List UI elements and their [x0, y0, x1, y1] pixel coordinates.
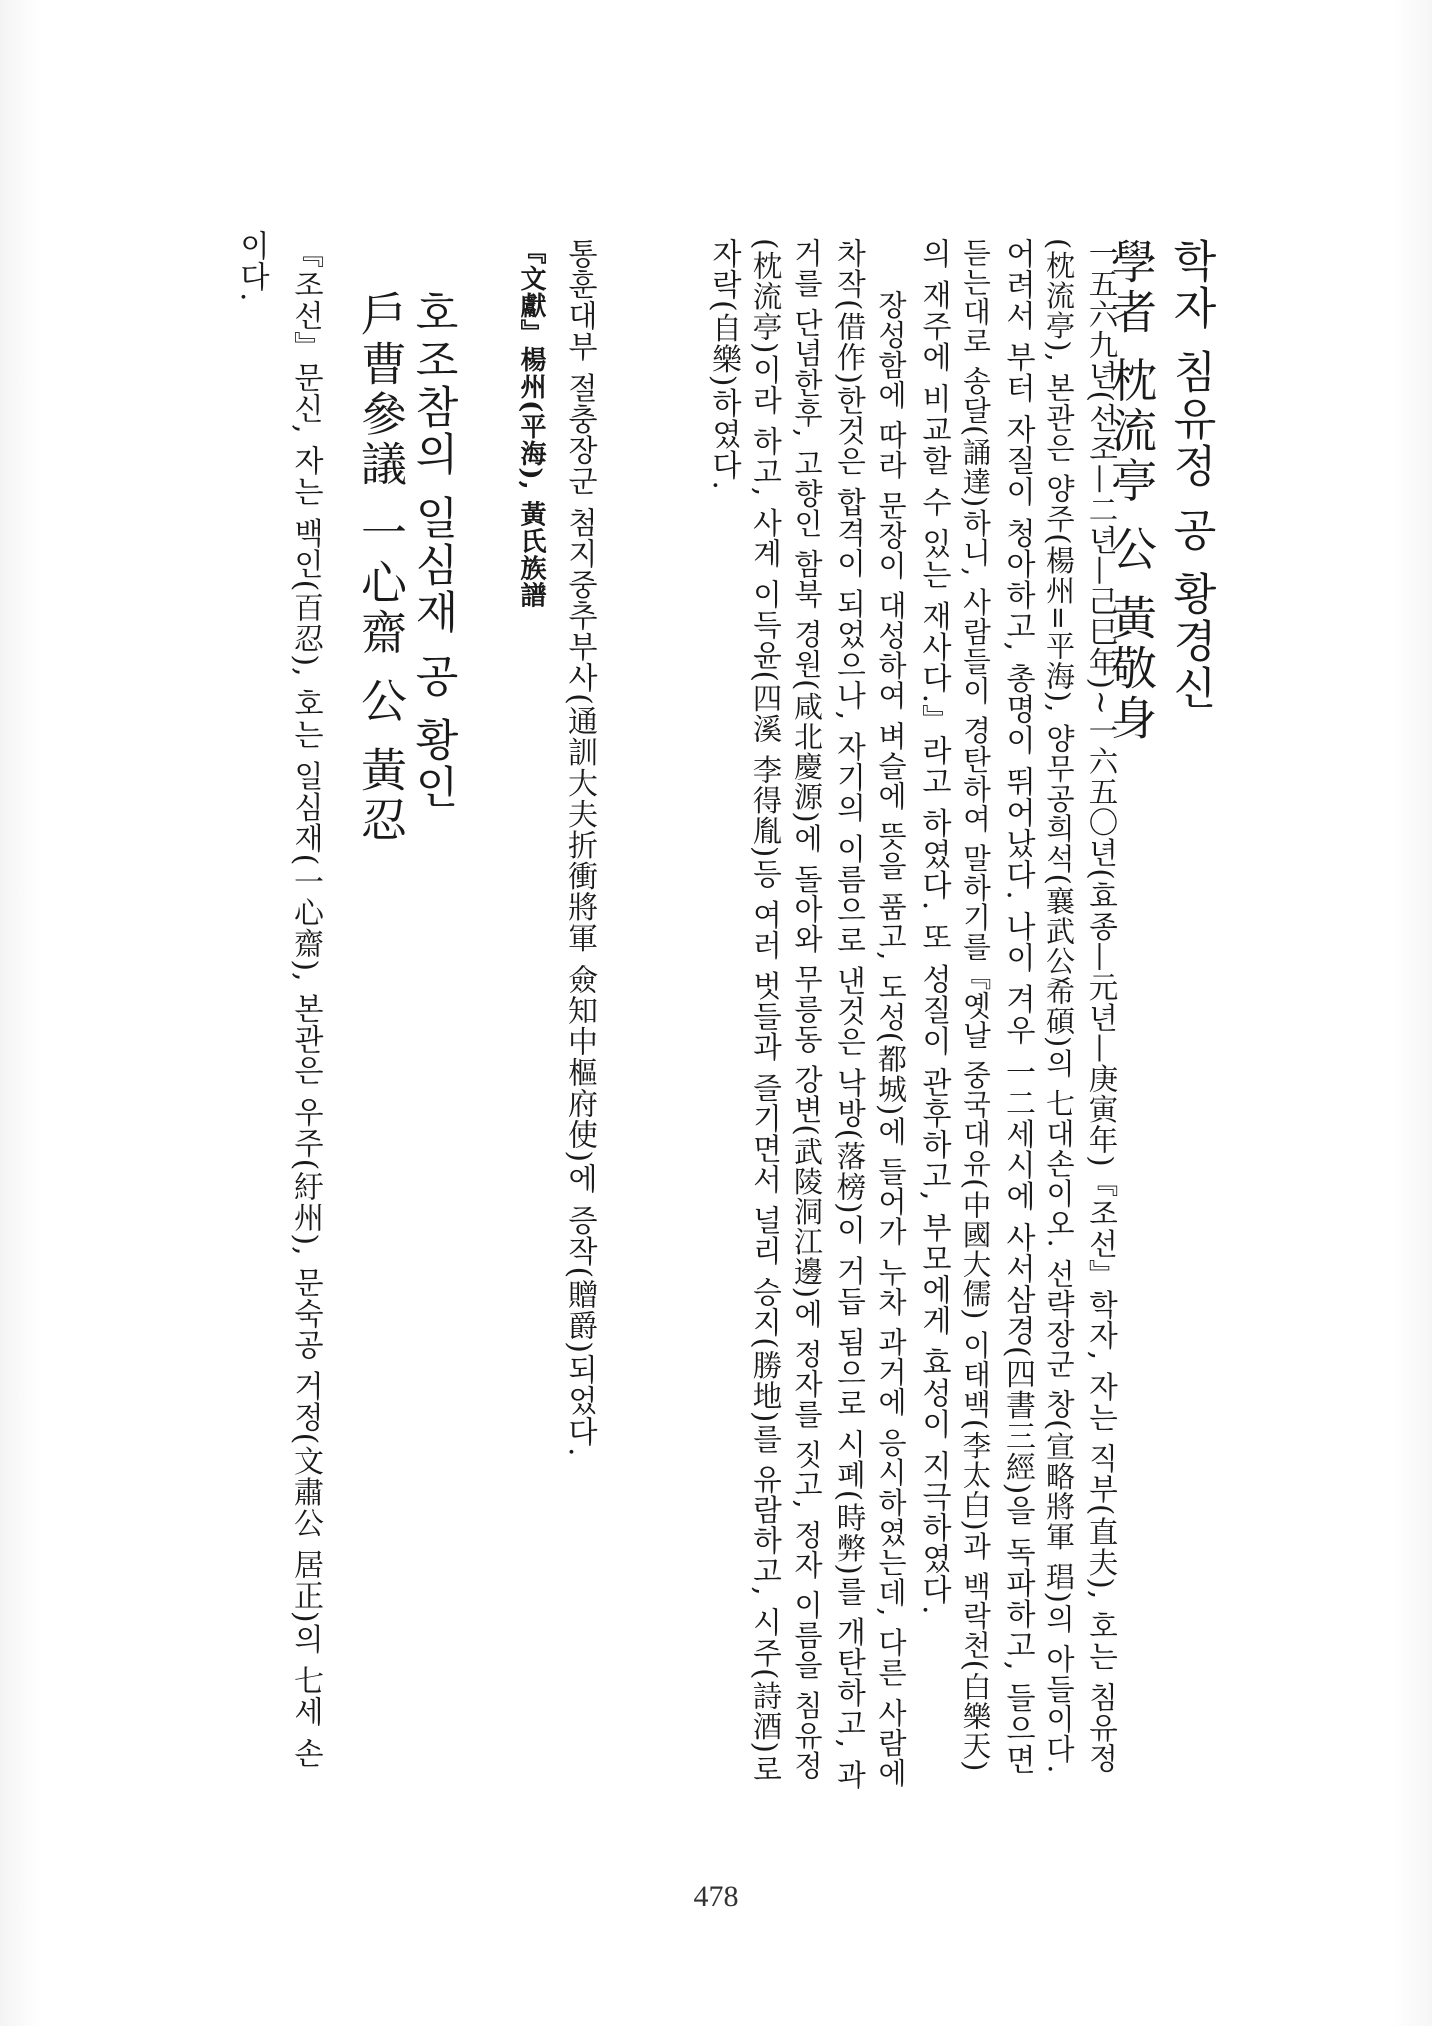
- entry1-line: (枕流亭)이라 하고, 사계 이득윤(四溪 李得胤)등 여러 벗들과 즐기면서 널리 승지(勝地)를 유람하고, 시주(詩酒)로: [748, 238, 783, 1785]
- entry1-sources: 『文獻』楊州(平海), 黃氏族譜: [516, 238, 546, 609]
- entry1-title-hanja: 學者 枕流亭 公 黃敬身: [1104, 238, 1158, 744]
- entry1-line: 차작(借作)한것은 합격이 되었으나, 자기의 이름으로 낸것은 낙방(落榜)이 거듭 됨으로 시폐(時弊)를 개탄하고, 과: [832, 238, 867, 1790]
- entry1-line: 자락(自樂)하였다.: [706, 238, 741, 491]
- entry1-title-hangul: 학자 침유정 공 황경신: [1165, 238, 1216, 712]
- entry1-line: 거를 단념한후, 고향인 함북 경원(咸北慶源)에 돌아와 무릉동 강변(武陵洞江邊)에 정자를 짓고, 정자 이름을 침유정: [790, 238, 824, 1781]
- entry2-title-hanja: 戶曹參議 一心齋 公 黃忍: [354, 290, 408, 846]
- entry1-line: 어려서 부터 자질이 청아하고, 총명이 뛰어났다. 나이 겨우 一二세시에 사서삼경(四書三經)을 독파하고, 들으면: [1000, 238, 1035, 1775]
- entry2-title-hangul: 호조참의 일심재 공 황인: [407, 290, 458, 811]
- entry1-line: 장성함에 따라 문장이 대성하여 벼슬에 뜻을 품고, 도성(都城)에 들어가 누차 과거에 응시하였는데, 다른 사람에: [874, 290, 908, 1788]
- entry1-line: 의 재주에 비교할 수 있는 재사다.』라고 하였다. 또 성질이 관후하고, 부모에게 효성이 지극하였다.: [916, 238, 951, 1616]
- entry1-line: 통훈대부 절충장군 첨지중추부사(通訓大夫折衝將軍 僉知中樞府使)에 증작(贈爵)되었다.: [562, 238, 597, 1458]
- entry1-line: 一五六九년(선조—二년—己巳年)~一六五〇년(효종—元년—庚寅年)『조선』학자, 자는 직부(直夫), 호는 침유정: [1084, 238, 1119, 1774]
- entry1-line: (枕流亭), 본관은 양주(楊州=平海), 양무공희석(襄武公希碩)의 七대손이오. 선략장군 창(宣略將軍 琩)의 아들이다.: [1042, 238, 1076, 1775]
- entry2-line: 이다.: [234, 230, 269, 303]
- entry2-line: 『조선』문신, 자는 백인(百忍), 호는 일심재(一心齋), 본관은 우주(紆州), 문숙공 거정(文肅公 居正)의 七세 손: [288, 238, 323, 1769]
- page-number: 478: [693, 1880, 739, 1913]
- entry1-line: 듣는대로 송달(誦達)하니, 사람들이 경탄하여 말하기를『옛날 중국대유(中國大儒) 이태백(李太白)과 백락천(白樂天): [958, 238, 992, 1773]
